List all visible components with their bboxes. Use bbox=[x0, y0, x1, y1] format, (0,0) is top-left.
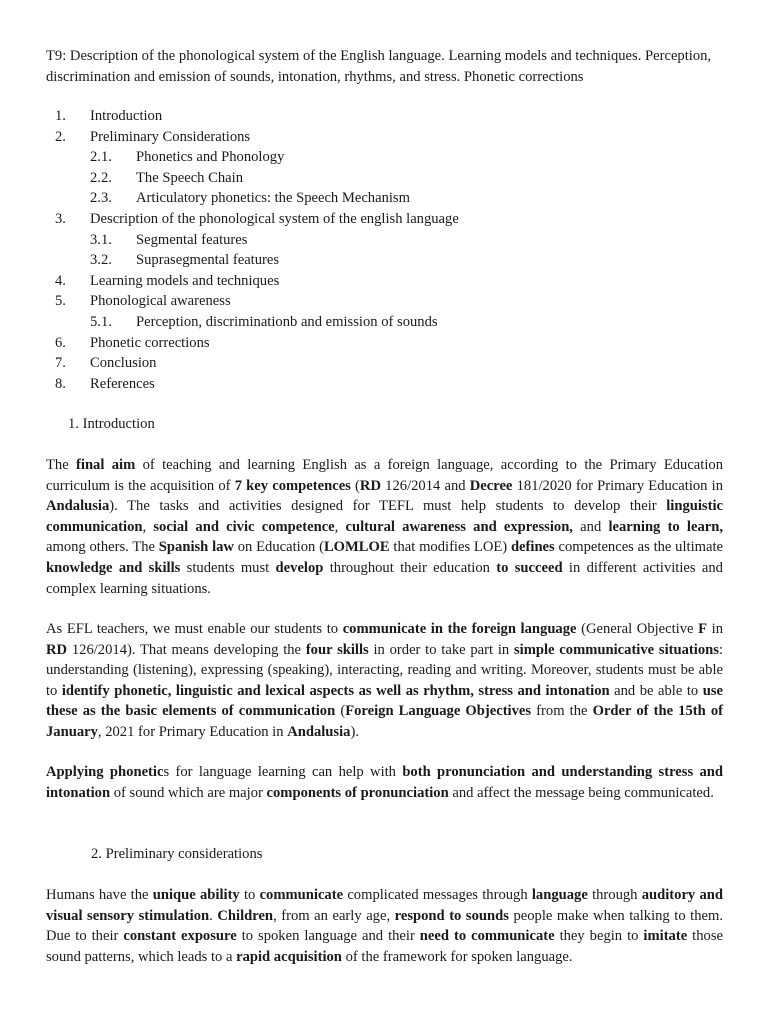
bold-text: RD bbox=[46, 641, 68, 658]
text-run: , bbox=[334, 518, 346, 535]
toc-item-label: Phonetic corrections bbox=[90, 334, 210, 351]
toc-item bbox=[0, 127, 768, 148]
bold-text: identify phonetic, linguistic and lexical aspects as well as rhythm, stress and intonation bbox=[61, 682, 610, 699]
text-run: in order to take part in bbox=[368, 641, 514, 658]
text-run: ( bbox=[350, 477, 360, 494]
bold-text: final aim bbox=[76, 457, 136, 473]
bold-text: language bbox=[531, 887, 588, 903]
text-run: that modifies LOE) bbox=[389, 539, 511, 556]
text-run: those sound patterns, which leads to a bbox=[46, 928, 723, 965]
text-run: and affect the message being communicated. bbox=[448, 784, 714, 801]
bold-text: Spanish law bbox=[158, 539, 234, 556]
text-run: they begin to bbox=[554, 928, 644, 945]
paragraph-key-competences bbox=[46, 455, 723, 599]
toc-item bbox=[0, 168, 768, 189]
text-run: of teaching and learning English as a foreign language, according to the Primary Education curriculum is the acquisition of bbox=[46, 457, 723, 494]
toc-item-label: Suprasegmental features bbox=[136, 252, 280, 269]
bold-text: communicate in the foreign language bbox=[342, 621, 577, 637]
toc-item-label: Introduction bbox=[90, 108, 163, 124]
text-run: throughout their education bbox=[323, 559, 497, 576]
bold-text: constant exposure bbox=[123, 928, 237, 945]
toc-item-number: 2.3. bbox=[90, 190, 112, 207]
toc-item-number: 3. bbox=[55, 210, 66, 227]
toc-item-label: Learning models and techniques bbox=[90, 272, 280, 289]
paragraph-efl-teachers bbox=[46, 619, 723, 743]
text-run: s for language learning can help with bbox=[163, 764, 403, 780]
bold-text: cultural awareness and expression, bbox=[345, 518, 573, 535]
toc-item-number: 4. bbox=[55, 272, 66, 289]
text-run: in bbox=[707, 621, 724, 637]
text-run: The bbox=[46, 457, 77, 473]
text-run: and be able to bbox=[609, 682, 703, 699]
bold-text: simple communicative situations bbox=[513, 641, 719, 658]
paragraph-humans-communicate bbox=[46, 885, 723, 967]
text-run: of the framework for spoken language. bbox=[341, 948, 573, 965]
bold-text: Order of the 15th of January bbox=[46, 703, 723, 740]
toc-item bbox=[0, 374, 768, 395]
bold-text: Foreign Language Objectives bbox=[345, 703, 532, 720]
bold-text: communicate bbox=[259, 887, 344, 903]
text-run: 181/2020 for Primary Education in bbox=[512, 477, 723, 494]
text-run: complicated messages through bbox=[343, 887, 532, 903]
toc-item-label: Phonetics and Phonology bbox=[136, 149, 285, 166]
toc-item bbox=[0, 271, 768, 292]
text-run: (General Objective bbox=[576, 621, 699, 637]
text-run: 126/2014 and bbox=[381, 477, 470, 494]
toc-item-number: 7. bbox=[55, 355, 66, 372]
bold-text: Andalusia bbox=[46, 498, 110, 515]
bold-text: Decree bbox=[469, 477, 513, 494]
text-run: As EFL teachers, we must enable our students to bbox=[46, 621, 343, 637]
toc-item-number: 2.1. bbox=[90, 149, 112, 166]
bold-text: both pronunciation and understanding stress and intonation bbox=[46, 764, 723, 801]
bold-text: linguistic communication bbox=[46, 498, 723, 535]
table-of-contents bbox=[0, 106, 768, 394]
text-run: ). bbox=[350, 723, 359, 740]
toc-item-label: Preliminary Considerations bbox=[90, 128, 251, 145]
toc-item-label: Conclusion bbox=[90, 355, 157, 372]
bold-text: respond to sounds bbox=[394, 907, 509, 924]
section-heading-preliminary: 2. Preliminary considerations bbox=[91, 846, 263, 862]
text-run: . bbox=[209, 907, 218, 924]
toc-item bbox=[0, 250, 768, 271]
bold-text: use these as the basic elements of communication bbox=[46, 682, 724, 720]
toc-item-number: 2. bbox=[55, 128, 66, 145]
toc-item-label: References bbox=[90, 375, 155, 392]
toc-item-label: The Speech Chain bbox=[136, 169, 243, 186]
text-run: of sound which are major bbox=[110, 784, 267, 801]
toc-item bbox=[0, 291, 768, 312]
paragraph-applying-phonetics bbox=[46, 762, 723, 803]
text-run: , bbox=[142, 518, 154, 535]
text-run: students must bbox=[180, 559, 276, 576]
text-run: through bbox=[587, 887, 642, 903]
bold-text: auditory and visual sensory stimulation bbox=[46, 887, 724, 924]
bold-text: need to communicate bbox=[419, 928, 555, 945]
toc-item bbox=[0, 353, 768, 374]
toc-item bbox=[0, 188, 768, 209]
bold-text: F bbox=[698, 621, 708, 637]
bold-text: imitate bbox=[643, 928, 688, 945]
bold-text: knowledge and skills bbox=[46, 559, 181, 576]
toc-item-number: 2.2. bbox=[90, 169, 112, 186]
bold-text: four skills bbox=[305, 641, 369, 658]
bold-text: Children bbox=[217, 907, 274, 924]
toc-item-number: 8. bbox=[55, 375, 66, 392]
bold-text: to succeed bbox=[496, 559, 563, 576]
bold-text: RD bbox=[359, 477, 381, 494]
text-run: competences as the ultimate bbox=[554, 539, 724, 556]
toc-item bbox=[0, 209, 768, 230]
text-run: to bbox=[239, 887, 260, 903]
toc-item-number: 1. bbox=[55, 108, 66, 124]
bold-text: develop bbox=[275, 559, 324, 576]
toc-item bbox=[0, 333, 768, 354]
toc-item-label: Description of the phonological system of the english language bbox=[90, 210, 459, 227]
bold-text: unique ability bbox=[152, 887, 240, 903]
text-run: ( bbox=[335, 703, 346, 720]
text-run: , from an early age, bbox=[273, 907, 395, 924]
text-run: : understanding (listening), expressing (speaking), interacting, reading and writing. Moreover, students must be able to bbox=[46, 641, 723, 699]
bold-text: components of pronunciation bbox=[266, 784, 449, 801]
text-run: Humans have the bbox=[46, 887, 153, 903]
toc-item bbox=[0, 106, 768, 127]
text-run: to spoken language and their bbox=[236, 928, 420, 945]
bold-text: social and civic competence bbox=[153, 518, 335, 535]
text-run: from the bbox=[531, 703, 593, 720]
text-run: 126/2014). That means developing the bbox=[67, 641, 306, 658]
text-run: among others. The bbox=[46, 539, 159, 556]
toc-item bbox=[0, 230, 768, 251]
toc-item-label: Perception, discriminationb and emission of sounds bbox=[136, 313, 438, 330]
text-run: in different activities and complex learning situations. bbox=[46, 559, 723, 597]
toc-item-number: 5. bbox=[55, 293, 66, 310]
toc-item-label: Segmental features bbox=[136, 231, 248, 248]
bold-text: LOMLOE bbox=[323, 539, 390, 556]
text-run: ). The tasks and activities designed for TEFL must help students to develop their bbox=[109, 498, 667, 515]
text-run: on Education ( bbox=[233, 539, 324, 556]
document-title: T9: Description of the phonological system of the English language. Learning models and techniques. Perception, discrimination and emission of sounds, intonation, rhythms, and stress. Phonetic corrections bbox=[46, 48, 712, 85]
bold-text: 7 key competences bbox=[234, 477, 351, 494]
text-run: , 2021 for Primary Education in bbox=[97, 723, 288, 740]
toc-item-number: 5.1. bbox=[90, 313, 112, 330]
toc-item-number: 6. bbox=[55, 334, 66, 351]
section-heading-introduction: 1. Introduction bbox=[68, 416, 155, 432]
text-run: and bbox=[572, 518, 609, 535]
bold-text: defines bbox=[510, 539, 555, 556]
bold-text: learning to learn, bbox=[608, 518, 724, 535]
bold-text: Andalusia bbox=[287, 723, 351, 740]
bold-text: rapid acquisition bbox=[236, 948, 342, 965]
bold-text: Applying phonetic bbox=[46, 764, 164, 780]
toc-item bbox=[0, 312, 768, 333]
toc-item bbox=[0, 147, 768, 168]
toc-item-label: Phonological awareness bbox=[90, 293, 231, 310]
toc-item-number: 3.1. bbox=[90, 231, 112, 248]
toc-item-label: Articulatory phonetics: the Speech Mechanism bbox=[136, 190, 410, 207]
text-run: people make when talking to them. Due to their bbox=[46, 907, 723, 945]
toc-item-number: 3.2. bbox=[90, 252, 112, 269]
